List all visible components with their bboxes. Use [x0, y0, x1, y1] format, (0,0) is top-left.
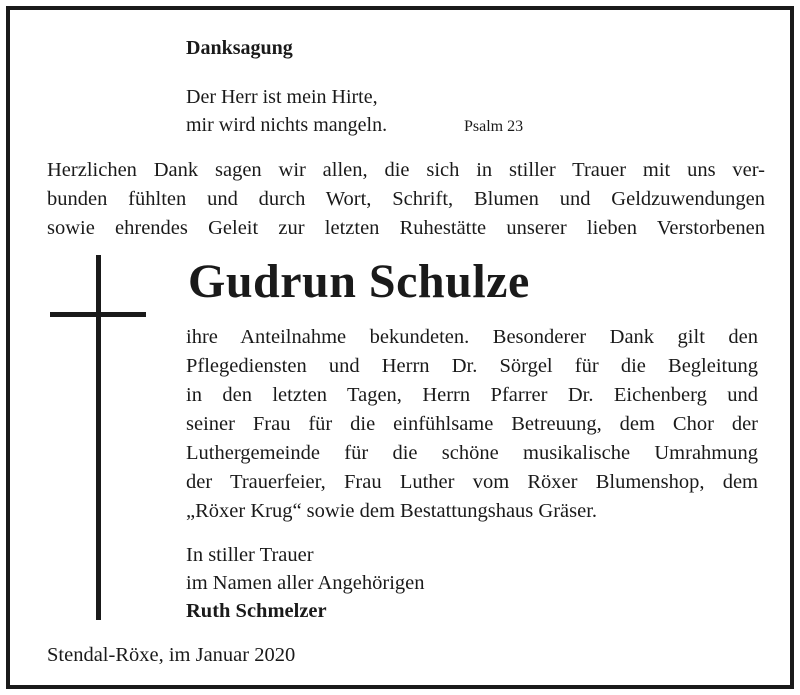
- intro-line-3: sowie ehrendes Geleit zur letzten Ruhestätte unserer lieben Verstorbenen: [47, 217, 765, 239]
- signature-line-2: im Namen aller Angehörigen: [186, 572, 425, 594]
- body-line-5: Luthergemeinde für die schöne musikalische Umrahmung: [186, 442, 758, 464]
- body-line-1: ihre Anteilnahme bekundeten. Besonderer Dank gilt den: [186, 326, 758, 348]
- verse-line-2: mir wird nichts mangeln.: [186, 114, 388, 136]
- cross-horizontal-bar: [50, 312, 146, 317]
- body-line-2: Pflegediensten und Herrn Dr. Sörgel für die Begleitung: [186, 355, 758, 377]
- signature-line-1: In stiller Trauer: [186, 544, 314, 566]
- body-line-6: der Trauerfeier, Frau Luther vom Röxer Blumenshop, dem: [186, 471, 758, 493]
- place-date: Stendal-Röxe, im Januar 2020: [47, 644, 296, 666]
- verse-line-1: Der Herr ist mein Hirte,: [186, 86, 378, 108]
- deceased-name: Gudrun Schulze: [188, 255, 530, 308]
- body-line-7: „Röxer Krug“ sowie dem Bestattungshaus Gräser.: [186, 500, 598, 522]
- cross-vertical-bar: [96, 255, 101, 620]
- body-line-4: seiner Frau für die einfühlsame Betreuung, dem Chor der: [186, 413, 758, 435]
- notice-heading: Danksagung: [186, 37, 293, 59]
- intro-line-2: bunden fühlten und durch Wort, Schrift, Blumen und Geldzuwendungen: [47, 188, 765, 210]
- obituary-notice: [6, 6, 794, 689]
- intro-line-1: Herzlichen Dank sagen wir allen, die sich in stiller Trauer mit uns ver-: [47, 159, 765, 181]
- body-line-3: in den letzten Tagen, Herrn Pfarrer Dr. Eichenberg und: [186, 384, 758, 406]
- signature-name: Ruth Schmelzer: [186, 600, 327, 622]
- verse-source: Psalm 23: [464, 118, 524, 135]
